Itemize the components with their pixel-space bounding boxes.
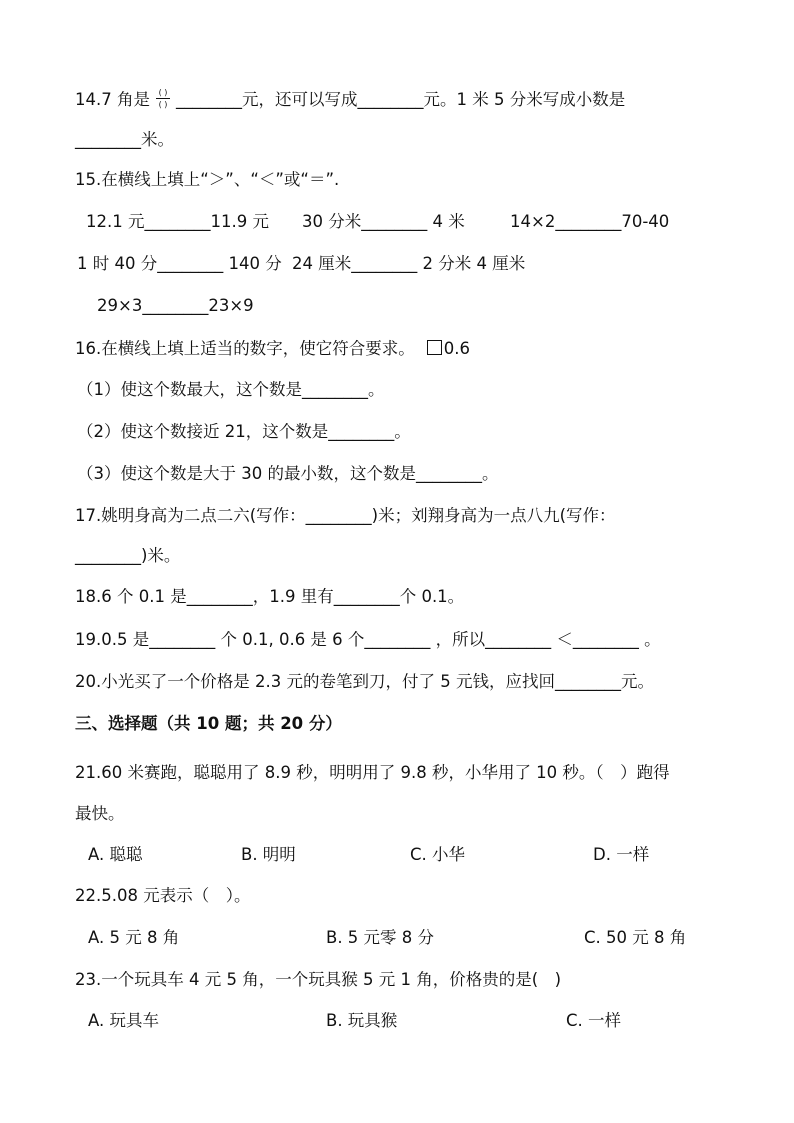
q15-title: 15.在横线上填上“＞”、“＜”或“＝”.: [75, 170, 340, 189]
q16-item-2: （2）使这个数接近 21，这个数是________。: [77, 422, 411, 441]
q21-option-c: C. 小华: [410, 845, 466, 864]
q14-line1: [75, 90, 625, 111]
q15-r1-a: 12.1 元________11.9 元: [86, 212, 269, 231]
q23-option-b: B. 玩具猴: [326, 1011, 398, 1030]
fraction-numerator: ( ): [158, 88, 168, 97]
q15-r1-b: 30 分米________ 4 米: [302, 212, 465, 231]
q22-option-c: C. 50 元 8 角: [584, 928, 687, 947]
q19-line: 19.0.5 是________ 个 0.1, 0.6 是 6 个________ ，所以________ ＜________ 。: [75, 630, 661, 649]
q21-option-b: B. 明明: [241, 845, 296, 864]
q14-text-a: 14.7 角是: [75, 90, 150, 109]
q15-r2-a: 1 时 40 分________ 140 分: [77, 254, 282, 273]
q16-item-1: （1）使这个数最大，这个数是________。: [77, 380, 385, 399]
q22-line1: 22.5.08 元表示（ ）。: [75, 886, 251, 905]
q15-r3-a: 29×3________23×9: [97, 296, 254, 315]
q16-title: [75, 340, 470, 358]
q21-option-a: A. 聪聪: [88, 845, 143, 864]
q15-r2-b: 24 厘米________ 2 分米 4 厘米: [292, 254, 526, 273]
q14-text-b: ________元，还可以写成________元。1 米 5 分米写成小数是: [175, 90, 626, 109]
q16-box-suffix: 0.6: [443, 339, 470, 358]
q15-r1-c: 14×2________70-40: [510, 212, 670, 231]
q21-option-d: D. 一样: [593, 845, 650, 864]
q23-option-a: A. 玩具车: [88, 1011, 159, 1030]
q14-line2: ________米。: [75, 130, 174, 149]
q17-line1: 17.姚明身高为二点二六(写作：________)米；刘翔身高为一点八九(写作：: [75, 506, 616, 525]
q21-line1: 21.60 米赛跑，聪聪用了 8.9 秒，明明用了 9.8 秒，小华用了 10 秒。（ ）跑得: [75, 763, 670, 782]
q16-item-3: （3）使这个数是大于 30 的最小数，这个数是________。: [77, 464, 499, 483]
q20-line: 20.小光买了一个价格是 2.3 元的卷笔到刀，付了 5 元钱，应找回________元。: [75, 672, 654, 691]
q23-line1: 23.一个玩具车 4 元 5 角，一个玩具猴 5 元 1 角，价格贵的是( ): [75, 970, 562, 989]
q17-line2: ________)米。: [75, 546, 181, 565]
q22-option-a: A. 5 元 8 角: [88, 928, 180, 947]
q23-option-c: C. 一样: [566, 1011, 622, 1030]
q16-title-text: 16.在横线上填上适当的数字，使它符合要求。: [75, 339, 415, 358]
q18-line: 18.6 个 0.1 是________，1.9 里有________个 0.1。: [75, 587, 465, 606]
q22-option-b: B. 5 元零 8 分: [326, 928, 435, 947]
fraction-denominator: ( ): [158, 100, 168, 109]
q14-fraction: [156, 88, 170, 109]
section-three-heading: 三、选择题（共 10 题；共 20 分）: [75, 714, 342, 733]
blank-box-icon: [427, 340, 442, 355]
q21-line2: 最快。: [75, 804, 125, 823]
